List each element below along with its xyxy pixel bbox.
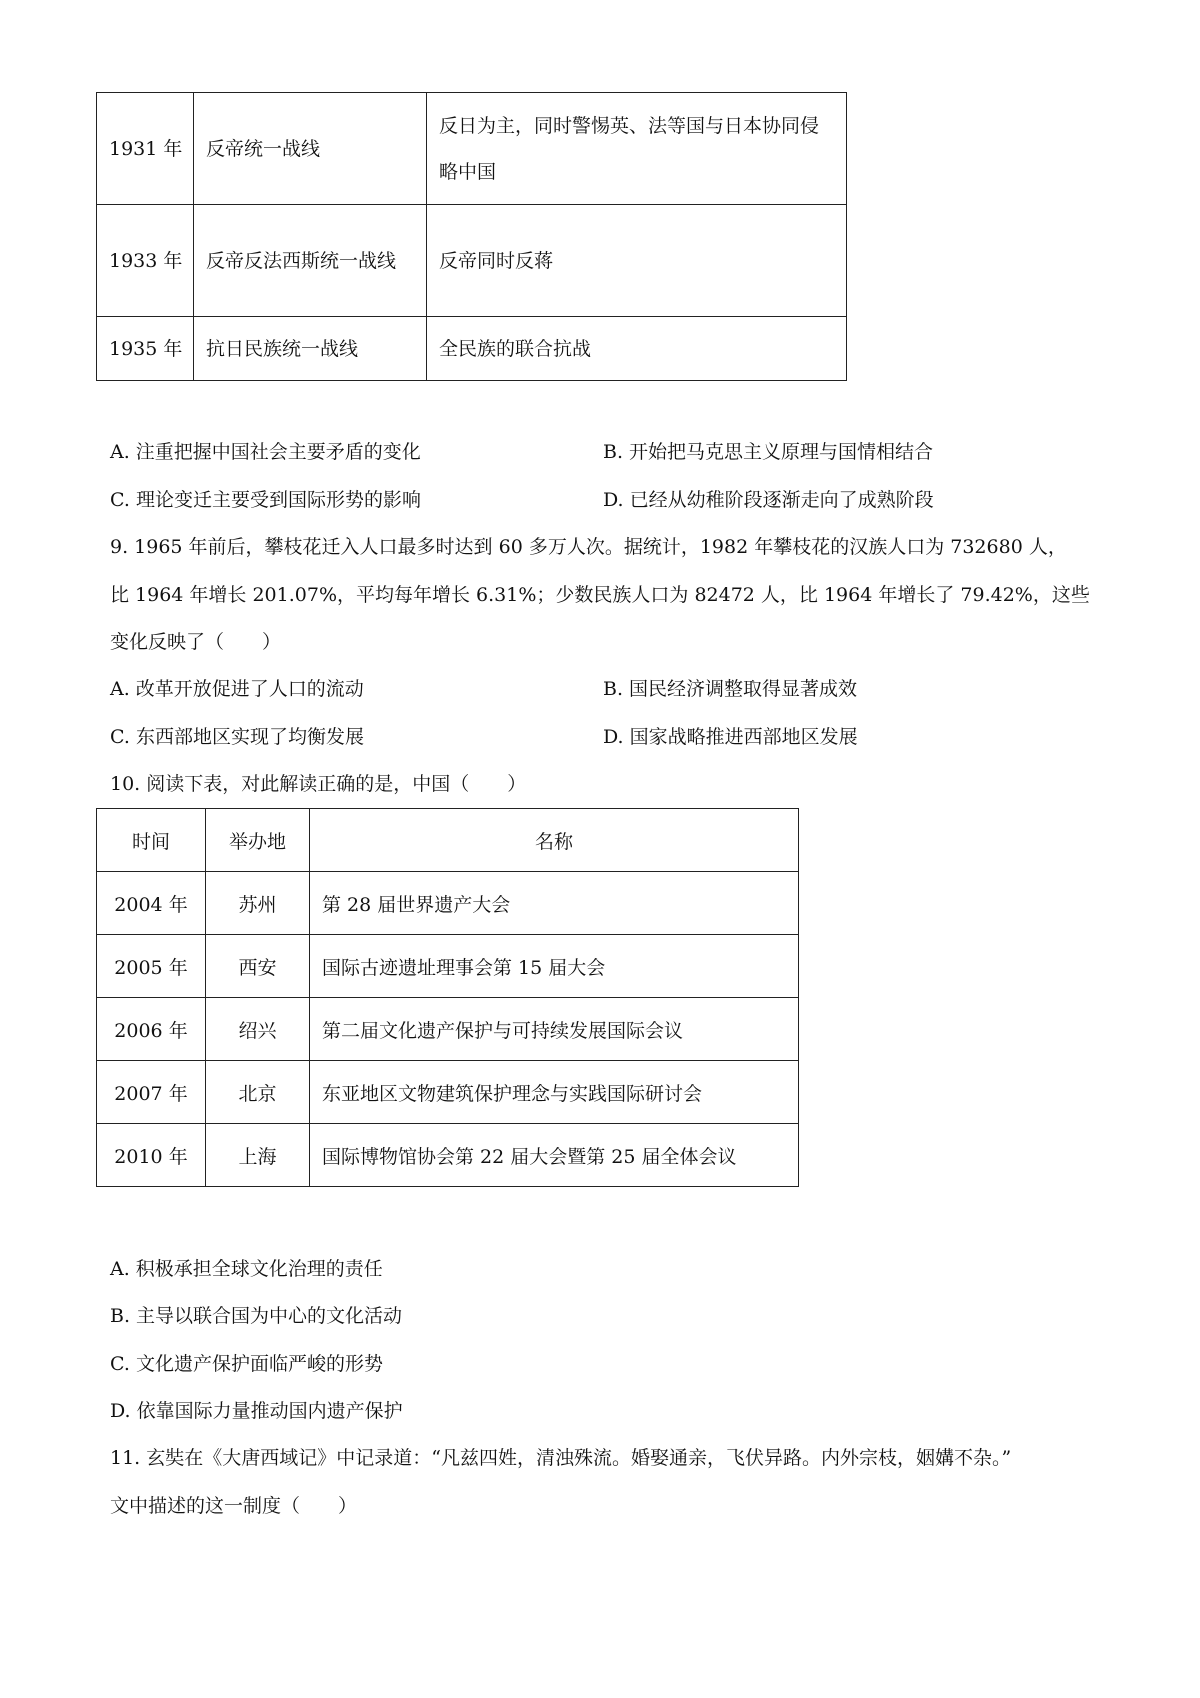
- table-cell-name: 第 28 届世界遗产大会: [310, 872, 799, 935]
- table-cell-time: 2007 年: [97, 1061, 206, 1124]
- table-row: [97, 998, 799, 1061]
- table-cell-name: 反帝统一战线: [194, 93, 427, 205]
- table-header-row: [97, 809, 799, 872]
- q9-stem-line1: 9. 1965 年前后，攀枝花迁入人口最多时达到 60 多万人次。据统计，1982 年攀枝花的汉族人口为 732680 人，: [110, 536, 1067, 558]
- table-row: [97, 205, 847, 317]
- table-row: [97, 317, 847, 381]
- q10-option-c: C. 文化遗产保护面临严峻的形势: [110, 1353, 383, 1375]
- table-header-name: 名称: [310, 809, 799, 872]
- table-cell-name: 反帝反法西斯统一战线: [194, 205, 427, 317]
- q9-option-c: C. 东西部地区实现了均衡发展: [110, 726, 364, 748]
- table-cell-year: 1931 年: [97, 93, 194, 205]
- table-cell-content: 反日为主，同时警惕英、法等国与日本协同侵略中国: [427, 93, 847, 205]
- table-cell-place: 北京: [206, 1061, 310, 1124]
- q8-option-c: C. 理论变迁主要受到国际形势的影响: [110, 489, 421, 511]
- q9-stem-line2: 比 1964 年增长 201.07%，平均每年增长 6.31%；少数民族人口为 82472 人，比 1964 年增长了 79.42%，这些: [110, 584, 1090, 606]
- table-cell-time: 2006 年: [97, 998, 206, 1061]
- table-cell-year: 1935 年: [97, 317, 194, 381]
- q11-stem-line1: 11. 玄奘在《大唐西域记》中记录道：“凡兹四姓，清浊殊流。婚娶通亲，飞伏异路。内外宗枝，姻媾不杂。”: [110, 1447, 1012, 1469]
- q9-option-b: B. 国民经济调整取得显著成效: [603, 678, 858, 700]
- table-cell-year: 1933 年: [97, 205, 194, 317]
- table-cell-place: 上海: [206, 1124, 310, 1187]
- table-row: [97, 1061, 799, 1124]
- q10-option-d: D. 依靠国际力量推动国内遗产保护: [110, 1400, 403, 1422]
- q11-stem-line2: 文中描述的这一制度（ ）: [110, 1495, 358, 1517]
- table-cell-content: 反帝同时反蒋: [427, 205, 847, 317]
- table-cell-name: 抗日民族统一战线: [194, 317, 427, 381]
- table-row: [97, 93, 847, 205]
- q8-option-b: B. 开始把马克思主义原理与国情相结合: [603, 441, 934, 463]
- table-cell-place: 绍兴: [206, 998, 310, 1061]
- table-cell-time: 2004 年: [97, 872, 206, 935]
- q9-option-a: A. 改革开放促进了人口的流动: [110, 678, 364, 700]
- table-row: [97, 935, 799, 998]
- table-cell-place: 苏州: [206, 872, 310, 935]
- table-row: [97, 1124, 799, 1187]
- table-cell-name: 第二届文化遗产保护与可持续发展国际会议: [310, 998, 799, 1061]
- q8-option-a: A. 注重把握中国社会主要矛盾的变化: [110, 441, 421, 463]
- q9-option-d: D. 国家战略推进西部地区发展: [603, 726, 858, 748]
- table-row: [97, 872, 799, 935]
- table-cell-place: 西安: [206, 935, 310, 998]
- table-cell-content: 全民族的联合抗战: [427, 317, 847, 381]
- heritage-conference-table: [96, 808, 799, 1187]
- q8-option-d: D. 已经从幼稚阶段逐渐走向了成熟阶段: [603, 489, 934, 511]
- table-cell-name: 国际博物馆协会第 22 届大会暨第 25 届全体会议: [310, 1124, 799, 1187]
- table-header-place: 举办地: [206, 809, 310, 872]
- q10-option-a: A. 积极承担全球文化治理的责任: [110, 1258, 383, 1280]
- table-cell-time: 2010 年: [97, 1124, 206, 1187]
- q10-stem: 10. 阅读下表，对此解读正确的是，中国（ ）: [110, 773, 527, 795]
- table-cell-time: 2005 年: [97, 935, 206, 998]
- q9-stem-line3: 变化反映了（ ）: [110, 631, 282, 653]
- table-cell-name: 国际古迹遗址理事会第 15 届大会: [310, 935, 799, 998]
- table-header-time: 时间: [97, 809, 206, 872]
- q10-option-b: B. 主导以联合国为中心的文化活动: [110, 1305, 403, 1327]
- united-front-table: [96, 92, 847, 381]
- table-cell-name: 东亚地区文物建筑保护理念与实践国际研讨会: [310, 1061, 799, 1124]
